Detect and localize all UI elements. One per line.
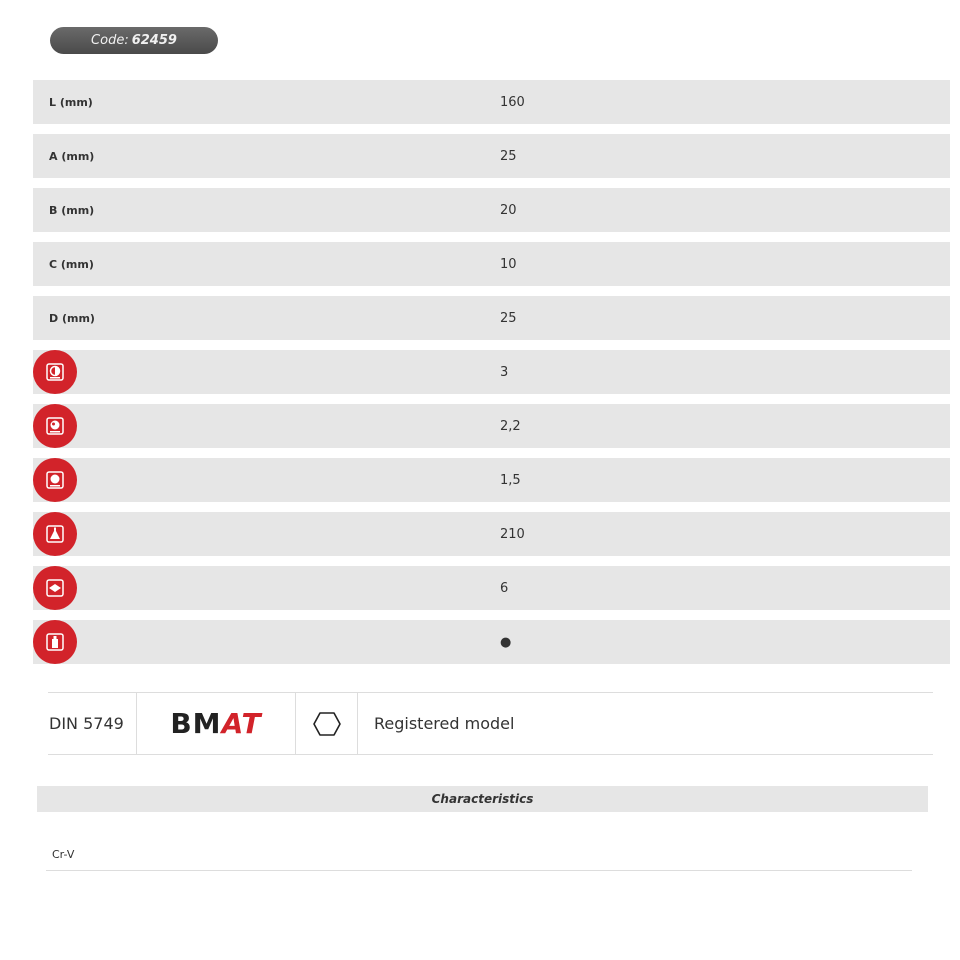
spec-value: 25 (500, 148, 517, 164)
circle-dot-icon (33, 404, 77, 448)
spec-row-icon-6 (33, 620, 950, 664)
spec-row-b (33, 188, 950, 232)
spec-row-l (33, 80, 950, 124)
spec-value: 160 (500, 94, 525, 110)
din-standard: DIN 5749 (48, 693, 137, 754)
spec-row-icon-2 (33, 404, 950, 448)
spec-value: 210 (500, 526, 525, 542)
spec-value: 3 (500, 364, 509, 380)
spec-value: 25 (500, 310, 517, 326)
registered-model: Registered model (374, 714, 515, 733)
hexagon-outline-icon (296, 693, 358, 754)
spec-value: 1,5 (500, 472, 521, 488)
logo-part-1: BM (170, 707, 222, 740)
triangle-weight-icon (33, 512, 77, 556)
spec-row-icon-5 (33, 566, 950, 610)
spec-label: B (mm) (49, 203, 95, 217)
code-label: Code: (91, 33, 129, 48)
spec-row-c (33, 242, 950, 286)
spec-value: 6 (500, 580, 509, 596)
spec-label: C (mm) (49, 257, 94, 271)
spec-value: 2,2 (500, 418, 521, 434)
spec-label: A (mm) (49, 149, 95, 163)
spec-value: 10 (500, 256, 517, 272)
spec-value: ● (500, 634, 512, 650)
spec-row-a (33, 134, 950, 178)
product-code-badge (50, 27, 218, 54)
spec-value: 20 (500, 202, 517, 218)
bmat-logo (137, 693, 296, 754)
spec-table (33, 80, 950, 674)
code-value: 62459 (131, 33, 177, 48)
spec-row-d (33, 296, 950, 340)
characteristic-item: Cr-V (46, 838, 912, 871)
spec-label: L (mm) (49, 95, 93, 109)
tilted-box-icon (33, 566, 77, 610)
spec-row-icon-4 (33, 512, 950, 556)
bottle-icon (33, 620, 77, 664)
spec-row-icon-1 (33, 350, 950, 394)
full-circle-icon (33, 458, 77, 502)
spec-row-icon-3 (33, 458, 950, 502)
spec-label: D (mm) (49, 311, 95, 325)
info-strip (48, 692, 933, 755)
characteristics-header: Characteristics (37, 786, 928, 812)
half-circle-icon (33, 350, 77, 394)
logo-part-2: AT (221, 707, 262, 740)
